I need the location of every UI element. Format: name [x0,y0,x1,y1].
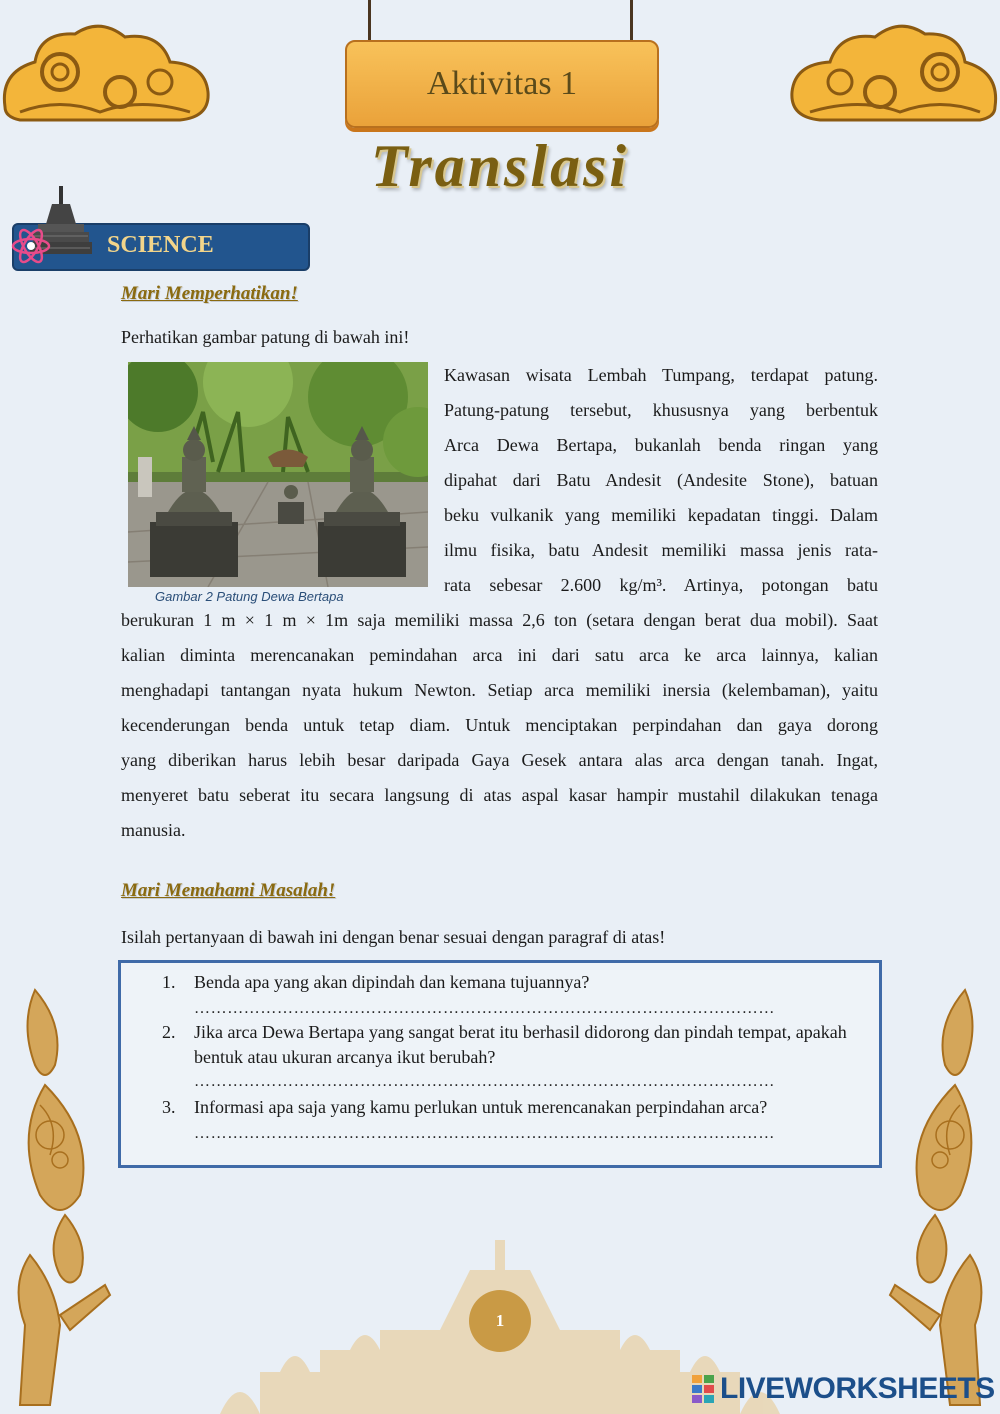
science-label: SCIENCE [107,232,214,258]
cloud-ornament-left-icon [0,12,215,132]
statue-photo [128,362,428,587]
side-line-4: dipahat dari Batu Andesit (Andesite Stone), batuan [444,470,878,490]
observe-intro: Perhatikan gambar patung di bawah ini! [121,327,410,347]
question-3-text: Informasi apa saja yang kamu perlukan untuk merencanakan perpindahan arca? [194,1097,768,1117]
question-3 [162,1095,882,1120]
question-2-number: 2. [162,1022,176,1042]
full-line-6: menyeret batu seberat itu secara langsung di atas aspal kasar hampir mustahil dilakukan tenaga [121,785,878,805]
cloud-ornament-right-icon [785,12,1000,132]
question-1-text: Benda apa yang akan dipindah dan kemana tujuannya? [194,972,590,992]
activity-sign [345,40,659,128]
activity-sign-label: Aktivitas 1 [426,65,578,102]
side-line-6: ilmu fisika, batu Andesit memiliki massa jenis rata- [444,540,878,560]
liveworksheets-logo [692,1372,995,1406]
side-line-1: Kawasan wisata Lembah Tumpang, terdapat patung. [444,365,878,385]
question-1-number: 1. [162,972,176,992]
full-line-1: berukuran 1 m × 1 m × 1m saja memiliki massa 2,6 ton (setara dengan berat dua mobil). Saat [121,610,878,630]
full-paragraph [121,603,878,813]
side-line-5: beku vulkanik yang memiliki kepadatan tinggi. Dalam [444,505,878,525]
question-2-text: Jika arca Dewa Bertapa yang sangat berat itu berhasil didorong dan pindah tempat, apakah bentuk atau ukuran arcanya ikut berubah? [194,1022,847,1067]
question-1 [162,970,882,995]
wayang-ornament-right-icon [870,985,1000,1414]
full-line-3: menghadapi tantangan nyata hukum Newton. Setiap arca memiliki inersia (kelembaman), yaitu [121,680,878,700]
answer-line-1[interactable]: …………………………………………………………………………………………… [194,1000,775,1017]
wayang-ornament-left-icon [0,985,130,1414]
full-line-4: kecenderungan benda untuk tetap diam. Untuk menciptakan perpindahan dan gaya dorong [121,715,878,735]
question-3-number: 3. [162,1097,176,1117]
page-title: Translasi [370,133,630,199]
paragraph-last-line: manusia. [121,820,186,840]
atom-icon [10,225,52,267]
side-line-2: Patung-patung tersebut, khususnya yang berbentuk [444,400,878,420]
side-line-7: rata sebesar 2.600 kg/m³. Artinya, potongan batu [444,575,878,595]
answer-line-3[interactable]: …………………………………………………………………………………………… [194,1125,775,1142]
observe-heading: Mari Memperhatikan! [121,283,298,304]
side-line-3: Arca Dewa Bertapa, bukanlah benda ringan yang [444,435,878,455]
problem-heading: Mari Memahami Masalah! [121,880,336,901]
answer-line-2[interactable]: …………………………………………………………………………………………… [194,1073,775,1090]
full-line-2: kalian diminta merencanakan pemindahan arca ini dari satu arca ke arca lainnya, kalian [121,645,878,665]
liveworksheets-text: LIVEWORKSHEETS [720,1372,995,1405]
liveworksheets-grid-icon [692,1375,716,1403]
page-number: 1 [469,1290,531,1352]
side-paragraph [444,358,878,603]
question-2 [162,1020,882,1070]
problem-intro: Isilah pertanyaan di bawah ini dengan benar sesuai dengan paragraf di atas! [121,927,666,947]
full-line-5: yang diberikan harus lebih besar daripada Gaya Gesek antara alas arca dengan tanah. Ingat, [121,750,878,770]
photo-caption: Gambar 2 Patung Dewa Bertapa [155,589,344,604]
